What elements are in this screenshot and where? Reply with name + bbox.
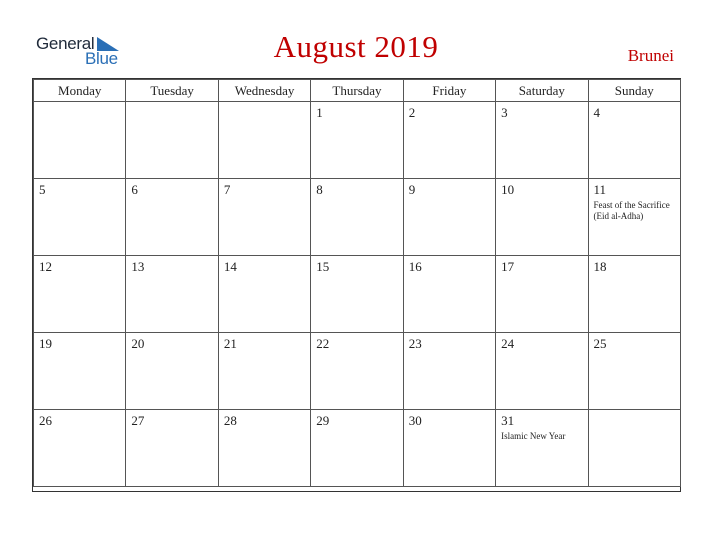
calendar-body	[34, 102, 681, 487]
day-number: 26	[39, 413, 52, 428]
day-cell	[496, 410, 588, 487]
day-number: 8	[316, 182, 323, 197]
day-number: 27	[131, 413, 145, 428]
weekday-header-row	[34, 80, 681, 102]
day-cell	[34, 333, 126, 410]
day-number: 11	[593, 182, 607, 197]
day-cell	[126, 179, 218, 256]
weekday-header-friday: Friday	[403, 80, 495, 102]
logo-blue-text: Blue	[85, 49, 118, 68]
holiday-label: Feast of the Sacrifice (Eid al-Adha)	[593, 200, 670, 221]
day-number: 16	[408, 259, 422, 274]
day-number: 22	[316, 336, 330, 351]
day-cell	[403, 179, 495, 256]
day-cell	[311, 333, 403, 410]
day-number: 9	[408, 182, 416, 197]
day-cell	[588, 256, 680, 333]
day-number: 18	[593, 259, 607, 274]
day-number: 25	[593, 336, 607, 351]
day-cell	[496, 333, 588, 410]
day-cell	[403, 333, 495, 410]
day-number: 19	[39, 336, 52, 351]
day-cell	[496, 179, 588, 256]
weekday-header-thursday: Thursday	[311, 80, 403, 102]
day-number: 30	[408, 413, 422, 428]
day-cell	[403, 102, 495, 179]
day-number: 23	[408, 336, 422, 351]
day-cell	[311, 410, 403, 487]
day-cell	[34, 179, 126, 256]
day-cell	[588, 333, 680, 410]
day-number: 3	[501, 105, 508, 120]
day-number: 20	[131, 336, 145, 351]
holiday-label: Islamic New Year	[501, 431, 566, 441]
day-cell	[34, 102, 126, 179]
day-number: 28	[223, 413, 237, 428]
week-row	[34, 179, 681, 256]
country-name: Brunei	[627, 46, 674, 65]
day-number: 13	[131, 259, 145, 274]
day-cell	[311, 179, 403, 256]
day-cell	[588, 102, 680, 179]
day-number: 6	[131, 182, 138, 197]
day-cell	[34, 256, 126, 333]
day-cell	[496, 102, 588, 179]
weekday-header-tuesday: Tuesday	[126, 80, 218, 102]
day-number: 4	[593, 105, 601, 120]
day-number: 5	[39, 182, 46, 197]
day-cell	[126, 333, 218, 410]
day-number: 29	[316, 413, 330, 428]
day-cell	[218, 179, 310, 256]
day-cell	[403, 410, 495, 487]
weekday-header-saturday: Saturday	[496, 80, 588, 102]
day-cell	[218, 256, 310, 333]
day-number: 21	[223, 336, 237, 351]
day-number: 31	[501, 413, 515, 428]
day-cell	[496, 256, 588, 333]
day-number: 15	[316, 259, 330, 274]
day-cell	[218, 333, 310, 410]
day-cell	[126, 410, 218, 487]
day-cell	[403, 256, 495, 333]
day-cell	[34, 410, 126, 487]
day-cell	[588, 179, 680, 256]
week-row	[34, 333, 681, 410]
calendar-grid	[32, 78, 681, 492]
day-cell	[218, 102, 310, 179]
day-cell	[311, 256, 403, 333]
week-row	[34, 410, 681, 487]
weekday-header-wednesday: Wednesday	[218, 80, 310, 102]
day-cell	[218, 410, 310, 487]
calendar-title: August 2019	[273, 29, 439, 64]
week-row	[34, 256, 681, 333]
logo-general-text: General	[36, 34, 95, 53]
day-cell	[588, 410, 680, 487]
week-row	[34, 102, 681, 179]
day-number: 1	[316, 105, 323, 120]
weekday-header-sunday: Sunday	[588, 80, 680, 102]
weekday-header-monday: Monday	[34, 80, 126, 102]
day-cell	[126, 256, 218, 333]
day-number: 10	[501, 182, 515, 197]
day-number: 12	[39, 259, 52, 274]
day-cell	[311, 102, 403, 179]
day-cell	[126, 102, 218, 179]
day-number: 17	[501, 259, 515, 274]
day-number: 2	[408, 105, 416, 120]
day-number: 24	[501, 336, 515, 351]
day-number: 7	[223, 182, 231, 197]
day-number: 14	[223, 259, 237, 274]
